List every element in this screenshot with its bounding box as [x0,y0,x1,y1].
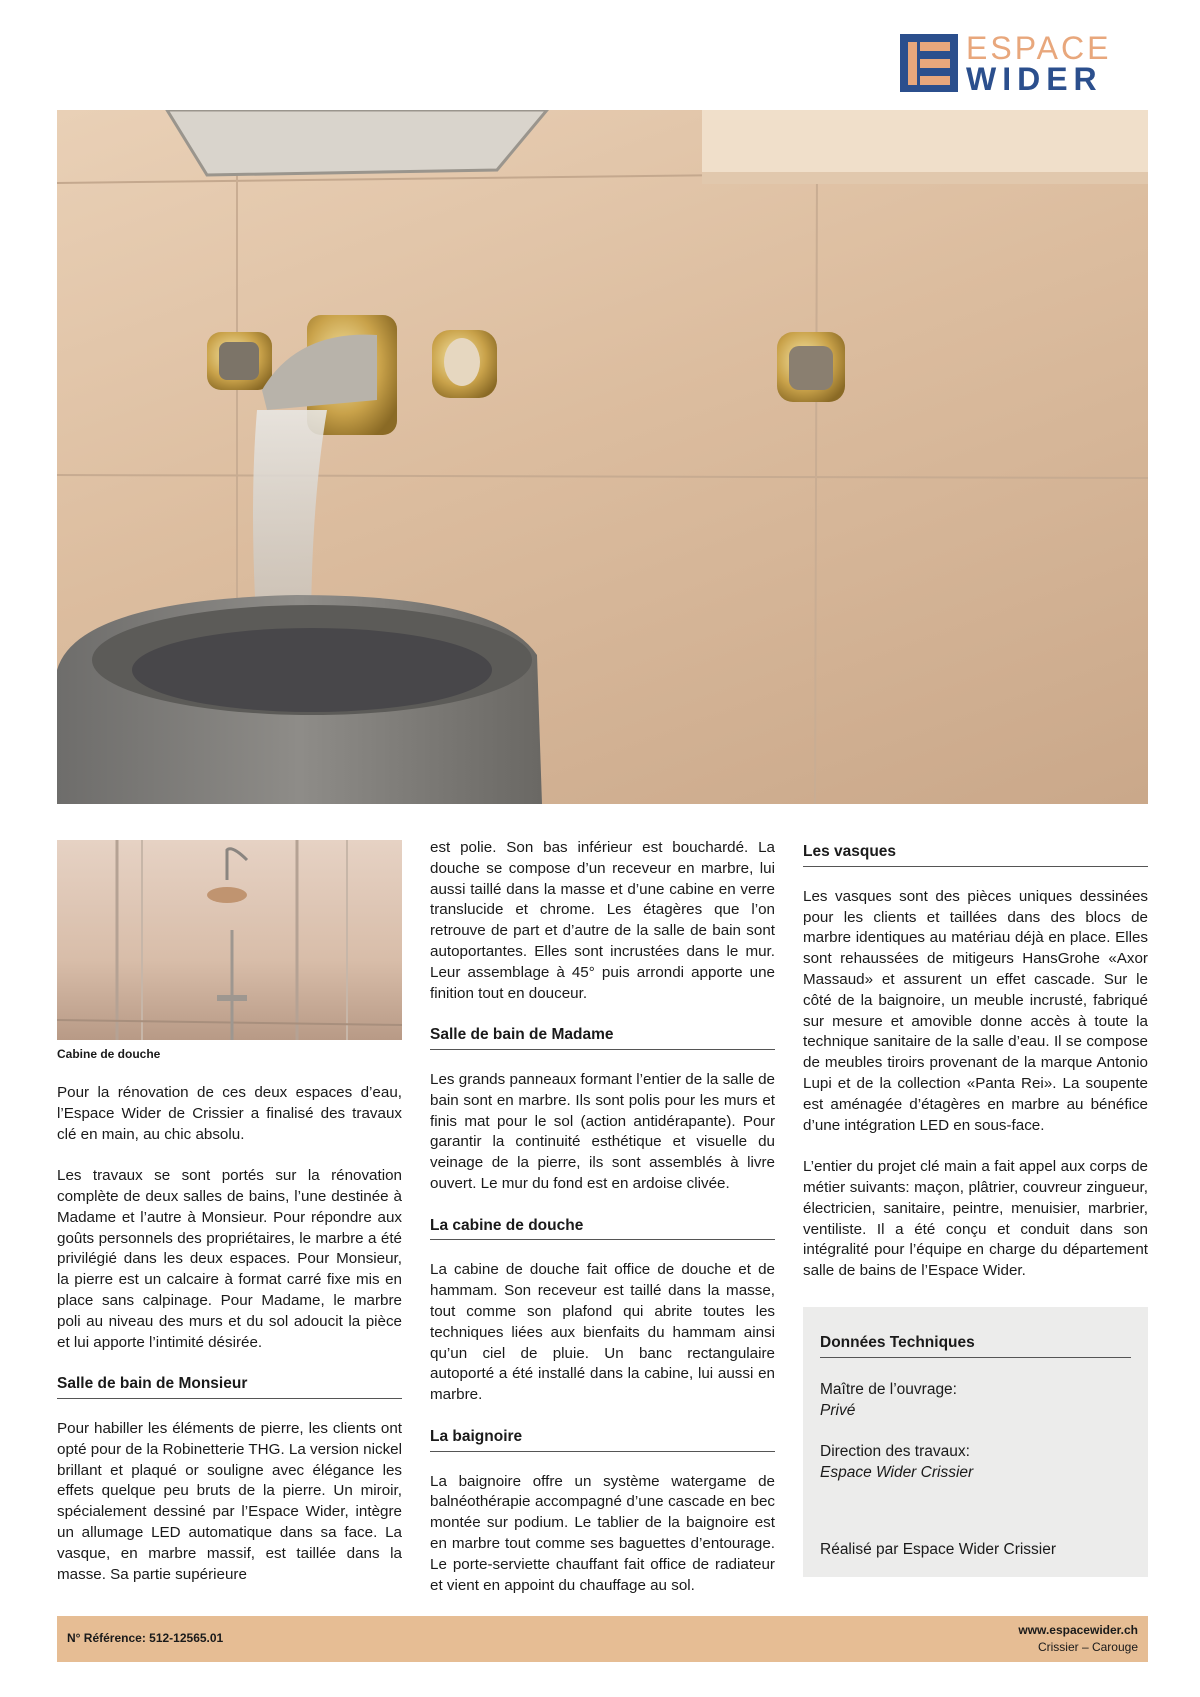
direction-label: Direction des travaux: [820,1443,970,1461]
hero-photo [57,110,1148,804]
vasques-paragraph: Les vasques sont des pièces uniques dessinées pour les clients et taillées dans des blocs de marbre identiques au matériau déjà en place. Elles sont rehaussées de mitigeurs HansGrohe «Axor Massaud» et assurent un effet cascade. Sur le côté de la baignoire, un meuble incrusté, fabriqué sur mesure et amovible donne accès à toute la technique sanitaire de la salle d’eau. Il se compose de meubles tiroirs provenant de la marque Antonio Lupi et de la collection «Panta Rei». La soupente est aménagée d’étagères en marbre au bénéfice d’une intégration LED en sous-face. [803,887,1148,1134]
monsieur-paragraph: Pour habiller les éléments de pierre, les clients ont opté pour de la Robinetterie THG. La version nickel brillant et plaqué or souligne avec élégance les effets quelque peu bruts de la pierre. Un miroir, spécialement dessiné par l’Espace Wider, intègre un allumage LED automatique dans sa face. La vasque, en marbre massif, est taillée dans la masse. Sa partie supérieure [57,1419,403,1583]
technical-data-box [803,1307,1148,1577]
owner-value: Privé [820,1401,856,1419]
heading-cabine-douche: La cabine de douche [430,1216,775,1241]
cabine-paragraph: La cabine de douche fait office de douche et de hammam. Son receveur est taillé dans la masse, tout comme son plafond qui abrite toutes les techniques liées aux bienfaits du hammam ainsi qu’un ciel de pluie. Un banc rectangulaire autoporté a été installé dans la cabine, lui aussi en marbre. [430,1261,775,1404]
column-2 [430,838,775,1617]
column-1 [57,1083,402,1606]
shower-photo [57,840,402,1040]
heading-vasques: Les vasques [803,842,1148,867]
intro-paragraph: Pour la rénovation de ces deux espaces d’eau, l’Espace Wider de Crissier a finalisé des travaux clé en main, au chic absolu. [57,1084,402,1143]
logo-mark-icon [900,34,958,92]
madame-paragraph: Les grands panneaux formant l’entier de la salle de bain sont en marbre. Ils sont polis pour les murs et finis mat pour le sol (action antidérapante). Pour garantir la continuité esthétique et visuelle du veinage de la pierre, ils sont assemblés à livre ouvert. Le mur du fond est en ardoise clivée. [430,1070,775,1192]
bathroom-faucet-photo-icon [57,110,1148,804]
heading-salle-monsieur: Salle de bain de Monsieur [57,1374,402,1399]
monsieur-continued-paragraph: est polie. Son bas inférieur est bouchardé. La douche se compose d’un receveur en marbre, lui aussi taillé dans la masse et d’une cabine en verre translucide et chrome. Les étagères que l’on retrouve de part et d’autre de la salle de bain sont autoportantes. Elles sont incrustées dans le mur. Leur assemblage à 45° puis arrondi apporte une finition tout en douceur. [430,839,775,1002]
direction-value: Espace Wider Crissier [820,1463,974,1481]
shower-cabin-photo-icon [57,840,402,1040]
logo-text-wider: WIDER [966,61,1103,97]
espace-wider-logo [900,30,1152,97]
heading-baignoire: La baignoire [430,1427,775,1452]
website-link[interactable]: www.espacewider.ch [1018,1623,1138,1637]
locations-text: Crissier – Carouge [1037,1640,1138,1654]
logo-text-espace: ESPACE [966,30,1112,66]
column-3 [803,838,1148,1303]
trades-paragraph: L’entier du projet clé main a fait appel aux corps de métier suivants: maçon, plâtrier, couvreur zingueur, électricien, sanitaire, peintre, menuisier, marbrier, ventiliste. Il a été conçu et conduit dans son intégralité pour l’équipe en charge du département salle de bains de l’Espace Wider. [803,1158,1148,1280]
works-paragraph: Les travaux se sont portés sur la rénovation complète de deux salles de bains, l’une destinée à Madame et l’autre à Monsieur. Pour répondre aux goûts personnels des propriétaires, le marbre a été privilégié dans les deux espaces. Pour Monsieur, la pierre est un calcaire à format carré fixe mis en place sans calpinage. Pour Madame, le marbre poli au niveau des murs et du sol adoucit la pièce et lui apporte l’intimité désirée. [57,1167,402,1351]
realised-by: Réalisé par Espace Wider Crissier [820,1541,1057,1558]
baignoire-paragraph: La baignoire offre un système watergame de balnéothérapie accompagné d’une cascade en bec montée sur podium. Le tablier de la baignoire est en marbre tout comme ses baguettes d’entourage. Le porte-serviette chauffant fait office de radiateur et vient en appoint du chauffage au sol. [430,1472,775,1594]
reference-number: N° Référence: 512-12565.01 [67,1631,224,1645]
heading-salle-madame: Salle de bain de Madame [430,1025,775,1050]
shower-photo-caption: Cabine de douche [57,1047,161,1061]
footer-bar [57,1616,1148,1662]
owner-label: Maître de l’ouvrage: [820,1380,957,1398]
technical-data-title: Données Techniques [820,1333,1131,1358]
